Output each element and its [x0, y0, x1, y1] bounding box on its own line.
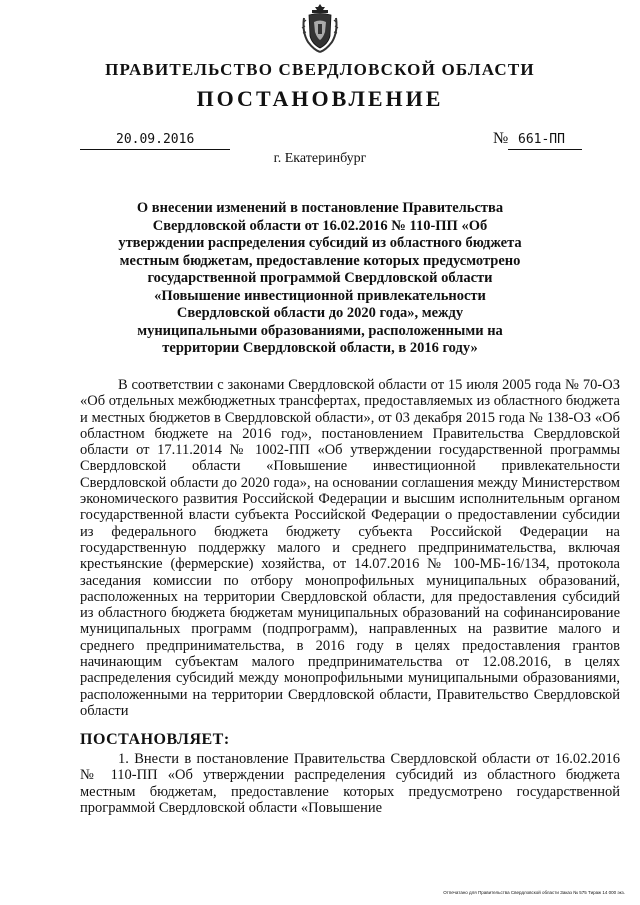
- number-field: [508, 132, 582, 150]
- government-name: ПРАВИТЕЛЬСТВО СВЕРДЛОВСКОЙ ОБЛАСТИ: [105, 60, 535, 79]
- decree-word: ПОСТАНОВЛЯЕТ:: [80, 731, 230, 748]
- city: г. Екатеринбург: [273, 151, 367, 166]
- item-1-paragraph: 1. Внести в постановление Правительства Свердловской области от 16.02.2016 № 110-ПП «Об утверждении распределения субсидий из областного бюджета местным бюджетам, предоставление которых предусмотрено государственной программой Свердловской области «Повышение: [80, 751, 620, 817]
- preamble-paragraph: В соответствии с законами Свердловской области от 15 июля 2005 года № 70-ОЗ «Об отдельных межбюджетных трансфертах, предоставляемых из областного бюджета и местных бюджетов в Свердловской области», от 03 декабря 2015 года № 138-ОЗ «Об областном бюджете на 2016 год», постановлением Правительства Свердловской области от 17.11.2014 № 1002-ПП «Об утверждении государственной программы Свердловской области «Повышение инвестиционной привлекательности Свердловской области до 2020 года», на основании соглашения между Министерством экономического развития Российской Федерации и высшим исполнительным органом государственной власти субъекта Российской Федерации о предоставлении субсидии из федерального бюджета бюджету субъекта Российской Федерации на государственную поддержку малого и среднего предпринимательства, включая крестьянские (фермерские) хозяйства, от 14.07.2016 № 100-МБ-16/134, протокола заседания комиссии по отбору монопрофильных муниципальных образований, расположенных на территории Свердловской области, для предоставления субсидий из областного бюджета бюджетам муниципальных образований на софинансирование муниципальных программ (подпрограмм), направленных на развитие малого и среднего предпринимательства, в 2016 году в целях предоставления грантов начинающим субъектам малого предпринимательства от 12.08.2016, в целях распределения субсидий между монопрофильными муниципальными образованиями, расположенными на территории Свердловской области, Правительство Свердловской области: [80, 377, 620, 719]
- document-title: О внесении изменений в постановление Правительства Свердловской области от 16.02.2016 № 110-ПП «Об утверждении распределения субсидий из областного бюджета местным бюджетам, предоставление которых предусмотрено государственной программой Свердловской области «Повышение инвестиционной привлекательности Свердловской области до 2020 года», между муниципальными образованиями, расположенными на территории Свердловской области, в 2016 году»: [118, 200, 522, 356]
- print-footer: Отпечатано для Правительства Свердловской области Заказ № 575 Тираж 14 000 экз.: [443, 890, 625, 895]
- document-type: ПОСТАНОВЛЕНИЕ: [196, 86, 444, 111]
- coat-of-arms-emblem: [300, 2, 340, 56]
- document-date: 20.09.2016: [116, 132, 195, 147]
- date-field: [80, 132, 230, 150]
- document-number: 661-ПП: [518, 132, 565, 147]
- number-sign: №: [493, 130, 509, 147]
